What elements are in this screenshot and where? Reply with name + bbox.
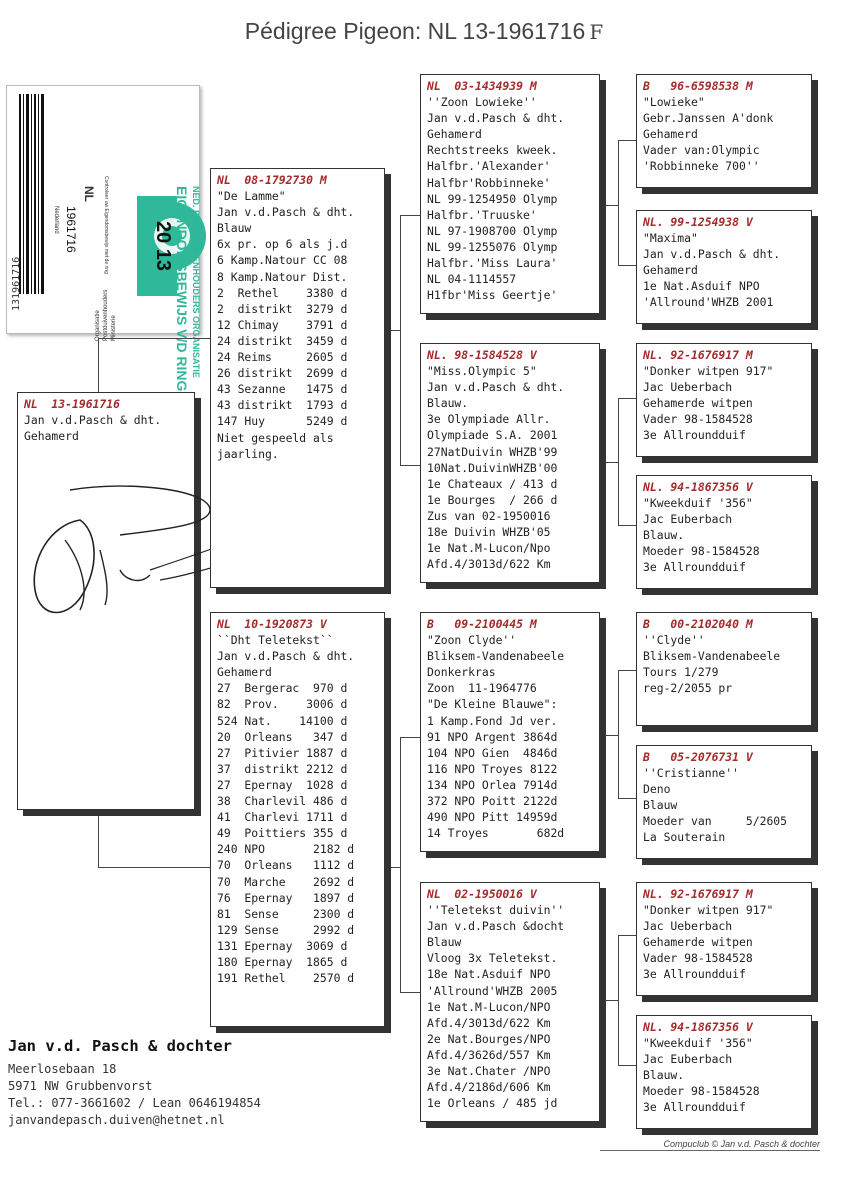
card-line: Jan v.d.Pasch & dht. [427, 111, 565, 126]
connector-sd-mid [600, 462, 618, 463]
footer-rule [600, 1150, 820, 1151]
stamp-logo-line-2: Organisatie [95, 310, 101, 341]
pedigree-card-ssd [636, 210, 812, 324]
ring-number: NL. 99-1254938 V [643, 215, 753, 229]
connector-dd-mid [600, 1000, 618, 1001]
connector-sd [400, 465, 422, 466]
card-line: 180 Epernay 1865 d [217, 954, 348, 969]
ring-number: B 05-2076731 V [643, 750, 753, 764]
card-line: Bliksem-Vandenabeele [643, 649, 781, 664]
connector-ss-mid [600, 205, 618, 206]
owner-address-city: 5971 NW Grubbenvorst [8, 1079, 153, 1093]
card-line: 1e Nat.M-Lucon/NPO [427, 999, 551, 1014]
card-line: 76 Epernay 1897 d [217, 890, 355, 905]
card-line: Afd.4/3013d/622 Km [427, 1015, 551, 1030]
pedigree-card-sire [210, 168, 385, 588]
card-line: "Zoon Clyde'' [427, 633, 517, 648]
pedigree-card-dss [636, 612, 812, 726]
card-line: 6 Kamp.Natour CC 08 [217, 253, 348, 268]
pedigree-card-sds [636, 343, 812, 457]
card-line: 81 Sense 2300 d [217, 906, 355, 921]
connector-sd-bracket [618, 398, 637, 525]
card-line: Halfbr.'Truuske' [427, 207, 537, 222]
card-line: Blauw [643, 798, 678, 813]
connector-dd [400, 992, 422, 993]
card-line: ''Cristianne'' [643, 766, 740, 781]
owner-name: Jan v.d. Pasch & dochter [8, 1037, 232, 1055]
stamp-flag-text: Nederland [53, 206, 59, 234]
card-line: jaarling. [217, 446, 279, 461]
card-line: "Kweekduif '356" [643, 1036, 753, 1051]
card-line: "Miss.Olympic 5" [427, 364, 537, 379]
stamp-logo-line-0: Ministerie [111, 315, 117, 341]
card-line: Jac Ueberbach [643, 380, 733, 395]
card-line: 20 Orleans 347 d [217, 729, 348, 744]
card-line: 27 Epernay 1028 d [217, 777, 348, 792]
card-line: Moeder 98-1584528 [643, 1084, 760, 1099]
card-line: 147 Huy 5249 d [217, 414, 348, 429]
card-line: 1e Orleans / 485 jd [427, 1096, 558, 1111]
card-line: Jan v.d.Pasch & dht. [217, 205, 355, 220]
card-line: 8 Kamp.Natour Dist. [217, 269, 348, 284]
card-line: Blauw. [643, 1068, 685, 1083]
card-line: 129 Sense 2992 d [217, 922, 355, 937]
card-line: Vloog 3x Teletekst. [427, 951, 558, 966]
ring-number: NL 08-1792730 M [217, 173, 327, 187]
ring-number: NL. 94-1867356 V [643, 1020, 753, 1034]
card-line: Niet gespeeld als [217, 430, 334, 445]
card-line: Vader 98-1584528 [643, 412, 753, 427]
card-line: Deno [643, 782, 671, 797]
card-line: 18e Nat.Asduif NPO [427, 967, 551, 982]
card-line: 38 Charlevil 486 d [217, 794, 348, 809]
card-line: ''Clyde'' [643, 633, 705, 648]
card-line: ''Zoon Lowieke'' [427, 95, 537, 110]
card-line: Jan v.d.Pasch & dht. [24, 413, 162, 428]
card-line: 3e Nat.Chater /NPO [427, 1064, 551, 1079]
card-line: 49 Poittiers 355 d [217, 826, 348, 841]
card-line: Jan v.d.Pasch & dht. [427, 380, 565, 395]
card-line: 1 Kamp.Fond Jd ver. [427, 713, 558, 728]
card-line: 1e Nat.M-Lucon/Npo [427, 541, 551, 556]
owner-email[interactable]: janvandepasch.duiven@hetnet.nl [8, 1113, 225, 1127]
card-line: 2e Nat.Bourges/NPO [427, 1031, 551, 1046]
connector-ds-mid [600, 735, 618, 736]
certificate-graphic [7, 86, 201, 392]
connector-sds [618, 398, 636, 399]
card-line: "De Lamme" [217, 189, 286, 204]
card-line: 24 Reims 2605 d [217, 350, 348, 365]
card-line: Jan v.d.Pasch & dht. [643, 247, 781, 262]
card-line: Jan v.d.Pasch & dht. [217, 649, 355, 664]
card-line: Gebr.Janssen A'donk [643, 111, 774, 126]
connector-ds-bracket [618, 670, 637, 798]
card-line: Bliksem-Vandenabeele [427, 649, 565, 664]
card-line: 18e Duivin WHZB'05 [427, 525, 551, 540]
pedigree-card-sss [636, 74, 812, 188]
connector-ds [400, 737, 422, 738]
card-line: 240 NPO 2182 d [217, 842, 355, 857]
connector-ddd [618, 1065, 636, 1066]
card-line: Halfbr.'Miss Laura' [427, 256, 558, 271]
card-line: Jac Euberbach [643, 1052, 733, 1067]
card-line: 27 Bergerac 970 d [217, 681, 348, 696]
card-line: 490 NPO Pitt 14959d [427, 810, 558, 825]
card-line: "Maxima" [643, 231, 698, 246]
card-line: 3e Allroundduif [643, 1100, 746, 1115]
card-line: 24 distrikt 3459 d [217, 333, 348, 348]
connector-subject-dam [98, 867, 212, 868]
card-line: "Lowieke" [643, 95, 705, 110]
card-line: 3e Allroundduif [643, 428, 746, 443]
connector-dss [618, 670, 636, 671]
card-line: 2 Rethel 3380 d [217, 285, 348, 300]
connector-ss-bracket [618, 140, 637, 265]
card-line: 27NatDuivin WHZB'99 [427, 444, 558, 459]
card-line: 27 Pitivier 1887 d [217, 745, 348, 760]
card-line: Rechtstreeks kweek. [427, 143, 558, 158]
card-line: Jac Ueberbach [643, 919, 733, 934]
card-line: 2 distrikt 3279 d [217, 301, 348, 316]
stamp-year: 20 13 [152, 221, 174, 272]
pedigree-card-sire-sire [420, 74, 600, 314]
card-line: 372 NPO Poitt 2122d [427, 794, 558, 809]
card-line: Vader 98-1584528 [643, 951, 753, 966]
card-line: 70 Orleans 1112 d [217, 858, 355, 873]
card-line: 'Robbinneke 700'' [643, 159, 760, 174]
connector-sss [618, 140, 636, 141]
card-line: 91 NPO Argent 3864d [427, 729, 558, 744]
card-line: Olympiade S.A. 2001 [427, 428, 558, 443]
stamp-note: Controleer uw Eigendomsbewijs met de ring [103, 176, 109, 274]
card-line: 3e Allroundduif [643, 560, 746, 575]
footer-copyright: Compuclub © Jan v.d. Pasch & dochter [663, 1139, 820, 1149]
ring-number: NL 02-1950016 V [427, 887, 537, 901]
owner-contact-block [8, 1038, 261, 1129]
pedigree-card-sdd [636, 475, 812, 589]
card-line: 82 Prov. 3006 d [217, 697, 348, 712]
card-line: 116 NPO Troyes 8122 [427, 761, 558, 776]
card-line: 524 Nat. 14100 d [217, 713, 348, 728]
connector-sdd [618, 525, 636, 526]
card-line: Jac Euberbach [643, 512, 733, 527]
stamp-number: 1961716 [64, 206, 78, 253]
connector-dds [618, 935, 636, 936]
owner-address-street: Meerlosebaan 18 [8, 1062, 117, 1076]
ring-number: NL. 94-1867356 V [643, 480, 753, 494]
card-line: Zus van 02-1950016 [427, 508, 551, 523]
card-line: Afd.4/3626d/557 Km [427, 1047, 551, 1062]
ring-number: NL 10-1920873 V [217, 617, 327, 631]
pedigree-card-dam-dam [420, 882, 600, 1122]
stamp-org2: EIGENDOMSBEWIJS V/D RING [174, 186, 190, 392]
card-line: Moeder van 5/2605 [643, 814, 788, 829]
ring-number: NL. 92-1676917 M [643, 887, 753, 901]
card-line: NL 99-1255076 Olymp [427, 239, 558, 254]
stamp-org1: NED. POSTDUIVENHOUDERS ORGANISATIE [191, 186, 201, 378]
card-line: Gehamerd [643, 263, 698, 278]
ring-number: NL. 92-1676917 M [643, 348, 753, 362]
card-line: Gehamerd [24, 429, 79, 444]
card-line: Tours 1/279 [643, 665, 719, 680]
card-line: 131 Epernay 3069 d [217, 938, 348, 953]
card-line: reg-2/2055 pr [643, 681, 733, 696]
card-line: Blauw [427, 935, 462, 950]
card-line: 26 distrikt 2699 d [217, 366, 348, 381]
card-line: Jan v.d.Pasch &docht [427, 919, 565, 934]
card-line: 43 Sezanne 1475 d [217, 382, 348, 397]
card-line: 3e Olympiade Allr. [427, 412, 551, 427]
ring-number: NL. 98-1584528 V [427, 348, 537, 362]
card-line: Vader van:Olympic [643, 143, 760, 158]
ring-number: B 96-6598538 M [643, 79, 753, 93]
connector-dsd [618, 798, 636, 799]
owner-phone: Tel.: 077-3661602 / Lean 0646194854 [8, 1096, 261, 1110]
connector-ss [400, 215, 422, 216]
pedigree-card-ddd [636, 1015, 812, 1129]
card-line: 14 Troyes 682d [427, 826, 565, 841]
card-line: 43 distrikt 1793 d [217, 398, 348, 413]
card-line: Blauw. [427, 396, 469, 411]
card-line: La Souterain [643, 830, 726, 845]
card-line: "De Kleine Blauwe": [427, 697, 558, 712]
pedigree-card-dds [636, 882, 812, 996]
card-line: Moeder 98-1584528 [643, 544, 760, 559]
stamp-country: NL [82, 186, 96, 202]
connector-dd-bracket [618, 935, 637, 1065]
card-line: "Donker witpen 917" [643, 903, 774, 918]
page-title [0, 18, 848, 45]
card-line: 'Allround'WHZB 2005 [427, 983, 558, 998]
ring-number: NL 13-1961716 [24, 397, 121, 411]
card-line: 1e Nat.Asduif NPO [643, 279, 760, 294]
card-line: Gehamerd [643, 127, 698, 142]
ring-number: B 09-2100445 M [427, 617, 537, 631]
card-line: 70 Marche 2692 d [217, 874, 355, 889]
connector-subject-sire [98, 338, 212, 339]
card-line: 37 distrikt 2212 d [217, 761, 348, 776]
card-line: NL 97-1908700 Olymp [427, 223, 558, 238]
ownership-certificate [6, 85, 201, 392]
ring-number: B 00-2102040 M [643, 617, 753, 631]
card-line: Halfbr.'Alexander' [427, 159, 551, 174]
card-line: 12 Chimay 3791 d [217, 317, 348, 332]
connector-ssd [618, 265, 636, 266]
card-line: Afd.4/2186d/606 Km [427, 1080, 551, 1095]
card-line: 6x pr. op 6 als j.d [217, 237, 348, 252]
pedigree-card-dam-sire [420, 612, 600, 852]
card-line: Donkerkras [427, 665, 496, 680]
title-text: Pédigree Pigeon: NL 13-1961716 [244, 18, 586, 44]
card-line: ''Teletekst duivin'' [427, 903, 565, 918]
card-line: "Kweekduif '356" [643, 496, 753, 511]
card-line: 1e Chateaux / 413 d [427, 476, 558, 491]
card-line: Afd.4/3013d/622 Km [427, 557, 551, 572]
card-line: Gehamerd [427, 127, 482, 142]
card-line: 134 NPO Orlea 7914d [427, 777, 558, 792]
barcode-number: 131961716 [11, 256, 22, 311]
card-line: 'Allround'WHZB 2001 [643, 295, 774, 310]
card-line: Gehamerd [217, 665, 272, 680]
card-line: Blauw [217, 221, 252, 236]
card-line: Blauw. [643, 528, 685, 543]
pedigree-card-dsd [636, 745, 812, 859]
card-line: 104 NPO Gien 4846d [427, 745, 558, 760]
card-line: H1fbr'Miss Geertje' [427, 288, 558, 303]
card-line: 41 Charlevi 1711 d [217, 810, 348, 825]
card-line: NL 99-1254950 Olymp [427, 191, 558, 206]
stamp-logo-line-1: Postduivenhouders [103, 289, 109, 341]
title-sex-mark: F [589, 20, 604, 44]
card-line: 191 Rethel 2570 d [217, 971, 355, 986]
card-line: Gehamerde witpen [643, 935, 753, 950]
card-line: Gehamerde witpen [643, 396, 753, 411]
barcode [19, 94, 44, 294]
card-line: Halfbr'Robbinneke' [427, 175, 551, 190]
card-line: 1e Bourges / 266 d [427, 492, 558, 507]
card-line: 3e Allroundduif [643, 967, 746, 982]
card-line: ``Dht Teletekst`` [217, 633, 334, 648]
card-line: Zoon 11-1964776 [427, 681, 537, 696]
pedigree-card-sire-dam [420, 343, 600, 583]
pedigree-card-dam [210, 612, 385, 1027]
card-line: "Donker witpen 917" [643, 364, 774, 379]
card-line: 10Nat.DuivinWHZB'00 [427, 460, 558, 475]
ring-number: NL 03-1434939 M [427, 79, 537, 93]
card-line: NL 04-1114557 [427, 272, 517, 287]
